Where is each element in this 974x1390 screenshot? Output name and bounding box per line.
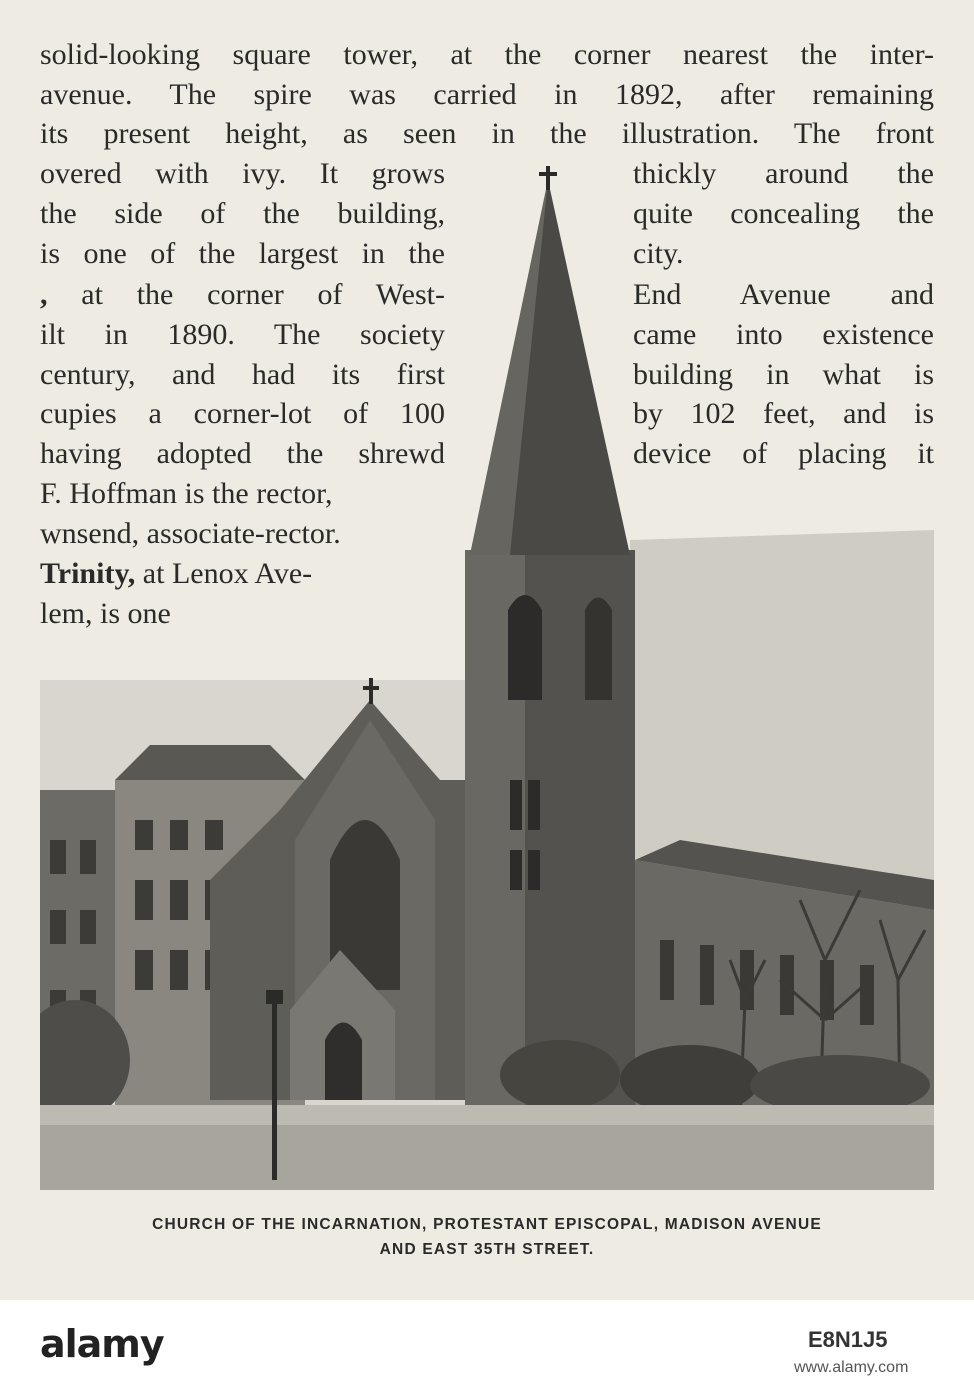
caption-line-1: CHURCH OF THE INCARNATION, PROTESTANT EPISCOPAL, MADISON AVENUE xyxy=(152,1216,822,1233)
text-line: the side of the building, xyxy=(40,197,445,230)
image-id: E8N1J5 xyxy=(808,1327,888,1352)
text-line: thickly around the xyxy=(633,157,934,190)
text-line: solid-looking square tower, at the corner nearest the inter- xyxy=(40,38,934,71)
text-line: lem, is one xyxy=(40,597,171,630)
text-line: F. Hoffman is the rector, xyxy=(40,477,333,510)
text-line: avenue. The spire was carried in 1892, after remaining xyxy=(40,78,934,111)
text-line: is one of the largest in the xyxy=(40,237,445,270)
text-line: device of placing it xyxy=(633,437,934,470)
text-line: by 102 feet, and is xyxy=(633,397,934,430)
text-span: at the corner of West- xyxy=(47,278,445,311)
text-line: ilt in 1890. The society xyxy=(40,318,445,351)
text-line: building in what is xyxy=(633,358,934,391)
bold-text: Trinity, xyxy=(40,557,136,590)
alamy-logo: alamy xyxy=(40,1322,164,1366)
text-line: its present height, as seen in the illustration. The front xyxy=(40,117,934,150)
text-line: came into existence xyxy=(633,318,934,351)
text-line: overed with ivy. It grows xyxy=(40,157,445,190)
bold-text: , xyxy=(40,278,48,311)
text-span: at Lenox Ave- xyxy=(135,557,313,590)
site-url: www.alamy.com xyxy=(794,1359,909,1376)
text-line: quite concealing the xyxy=(633,197,934,230)
text-line: century, and had its first xyxy=(40,358,445,391)
text-line: city. xyxy=(633,237,684,270)
text-line: End Avenue and xyxy=(633,278,934,311)
church-photograph xyxy=(40,160,934,1190)
text-line: wnsend, associate-rector. xyxy=(40,517,341,550)
text-line: having adopted the shrewd xyxy=(40,437,445,470)
text-line: cupies a corner-lot of 100 xyxy=(40,397,445,430)
caption-line-2: AND EAST 35TH STREET. xyxy=(379,1241,595,1258)
